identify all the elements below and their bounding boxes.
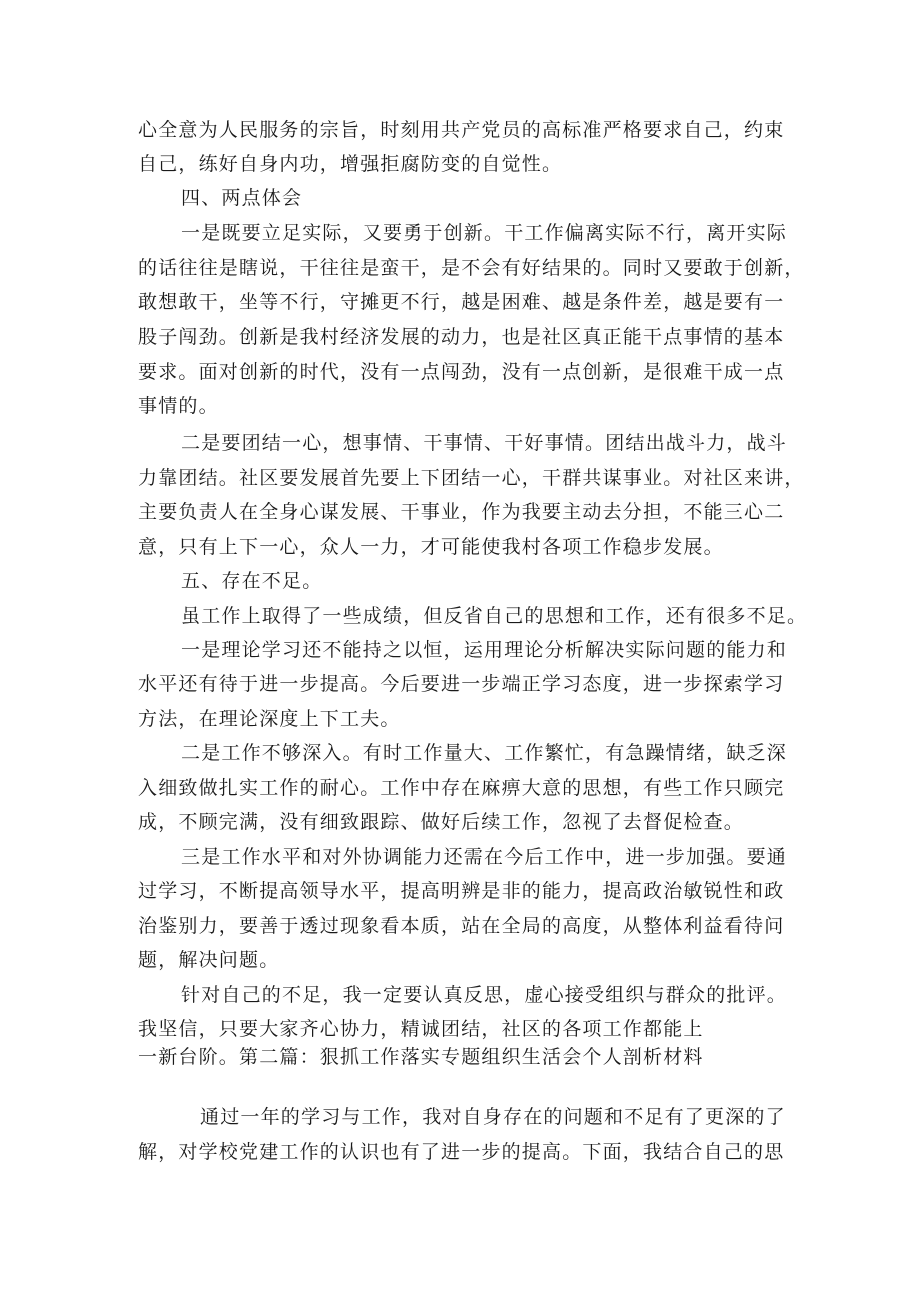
text-line: 成，不顾完满，没有细致跟踪、做好后续工作，忽视了去督促检查。 <box>138 811 745 833</box>
text-line: 方法，在理论深度上下工夫。 <box>138 708 401 730</box>
text-line: 力靠团结。社区要发展首先要上下团结一心，干群共谋事业。对社区来讲， <box>138 467 805 489</box>
section-heading: 四、两点体会 <box>181 187 303 209</box>
text-line: 主要负责人在全身心谋发展、干事业，作为我要主动去分担，不能三心二 <box>138 501 785 523</box>
text-line: 入细致做扎实工作的耐心。工作中存在麻痹大意的思想，有些工作只顾完 <box>138 777 785 799</box>
text-line: 过学习，不断提高领导水平，提高明辨是非的能力，提高政治敏锐性和政 <box>138 880 785 902</box>
text-line: 一是既要立足实际，又要勇于创新。干工作偏离实际不行，离开实际 <box>181 222 788 244</box>
text-line: 解，对学校党建工作的认识也有了进一步的提高。下面，我结合自己的思 <box>138 1141 785 1163</box>
text-line: 题，解决问题。 <box>138 949 280 971</box>
text-line: 针对自己的不足，我一定要认真反思，虚心接受组织与群众的批评。 <box>181 984 788 1006</box>
text-line: 三是工作水平和对外协调能力还需在今后工作中，进一步加强。要通 <box>181 846 788 868</box>
text-line: 要求。面对创新的时代，没有一点闯劲，没有一点创新，是很难干成一点 <box>138 361 785 383</box>
text-line: 意，只有上下一心，众人一力，才可能使我村各项工作稳步发展。 <box>138 536 724 558</box>
text-line: 一是理论学习还不能持之以恒，运用理论分析解决实际问题的能力和 <box>181 639 788 661</box>
text-line: 心全意为人民服务的宗旨，时刻用共产党员的高标准严格要求自己，约束 <box>138 119 785 141</box>
section-heading: 五、存在不足。 <box>181 570 323 592</box>
text-line: 二是要团结一心，想事情、干事情、干好事情。团结出战斗力，战斗 <box>181 432 788 454</box>
text-line: 股子闯劲。创新是我村经济发展的动力，也是社区真正能干点事情的基本 <box>138 326 785 348</box>
text-line: 二是工作不够深入。有时工作量大、工作繁忙，有急躁情绪，缺乏深 <box>181 742 788 764</box>
text-line: 的话往往是瞎说，干往往是蛮干，是不会有好结果的。同时又要敢于创新， <box>138 257 805 279</box>
text-line: 水平还有待于进一步提高。今后要进一步端正学习态度，进一步探索学习 <box>138 673 785 695</box>
text-line: 我坚信，只要大家齐心协力，精诚团结，社区的各项工作都能上 <box>138 1018 704 1040</box>
text-line: 通过一年的学习与工作，我对自身存在的问题和不足有了更深的了 <box>200 1106 786 1128</box>
text-line: 虽工作上取得了一些成绩，但反省自己的思想和工作，还有很多不足。 <box>181 605 808 627</box>
text-line: 自己，练好自身内功，增强拒腐防变的自觉性。 <box>138 153 563 175</box>
text-line: 治鉴别力，要善于透过现象看本质，站在全局的高度，从整体利益看待问 <box>138 915 785 937</box>
text-line: 事情的。 <box>138 395 219 417</box>
text-line: 敢想敢干，坐等不行，守摊更不行，越是困难、越是条件差，越是要有一 <box>138 291 785 313</box>
chapter-title-line: 一新台阶。第二篇：狠抓工作落实专题组织生活会个人剖析材料 <box>138 1046 704 1068</box>
